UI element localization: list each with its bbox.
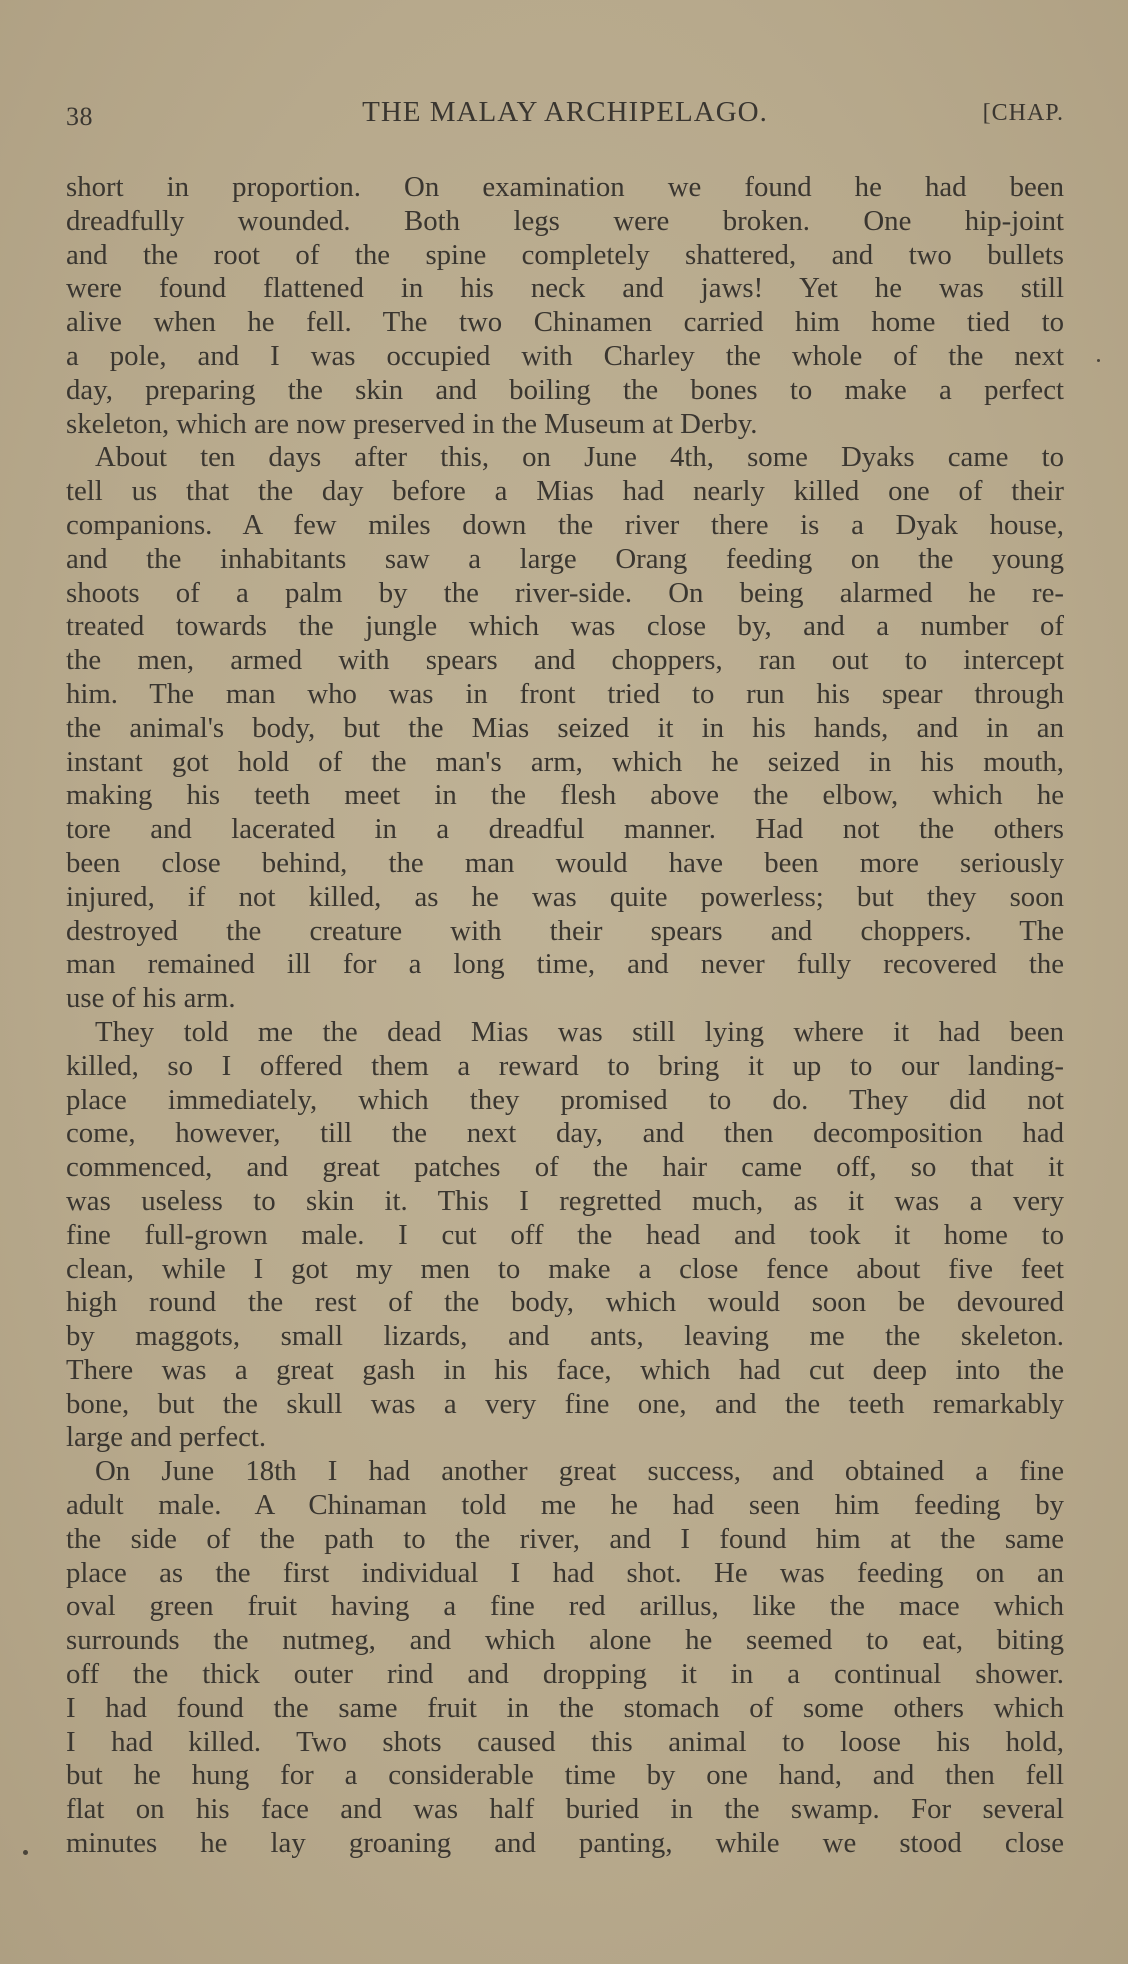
text-line: large and perfect. (66, 1421, 267, 1454)
text-line: the side of the path to the river, and I found him at the same (66, 1522, 1064, 1555)
text-line: tell us that the day before a Mias had nearly killed one of their (66, 475, 1064, 508)
text-line: day, preparing the skin and boiling the bones to make a perfect (66, 373, 1064, 406)
paragraph-start-line: On June 18th I had another great success, and obtained a fine (95, 1455, 1064, 1488)
text-line: oval green fruit having a fine red arillus, like the mace which (66, 1590, 1064, 1623)
text-line: flat on his face and was half buried in the swamp. For several (66, 1793, 1064, 1826)
text-line: place as the first individual I had shot. He was feeding on an (66, 1556, 1064, 1589)
text-line: place immediately, which they promised to do. They did not (66, 1083, 1064, 1116)
text-line: skeleton, which are now preserved in the Museum at Derby. (66, 407, 758, 440)
text-line: destroyed the creature with their spears and choppers. The (66, 914, 1064, 947)
text-line: but he hung for a considerable time by one hand, and then fell (66, 1759, 1064, 1792)
text-line: and the root of the spine completely shattered, and two bullets (66, 238, 1064, 271)
text-line: tore and lacerated in a dreadful manner. Had not the others (66, 813, 1064, 846)
text-line: been close behind, the man would have been more seriously (66, 846, 1064, 879)
text-line: killed, so I offered them a reward to bring it up to our landing- (66, 1049, 1064, 1082)
text-line: alive when he fell. The two Chinamen carried him home tied to (66, 306, 1064, 339)
text-line: dreadfully wounded. Both legs were broken. One hip-joint (66, 204, 1064, 237)
text-line: injured, if not killed, as he was quite powerless; but they soon (66, 880, 1064, 913)
text-line: I had killed. Two shots caused this animal to loose his hold, (66, 1725, 1064, 1758)
paragraph-start-line: About ten days after this, on June 4th, some Dyaks came to (95, 441, 1064, 474)
text-line: adult male. A Chinaman told me he had seen him feeding by (66, 1489, 1064, 1522)
running-header (66, 96, 1064, 136)
paper-speck (1097, 359, 1100, 362)
text-line: were found flattened in his neck and jaws! Yet he was still (66, 272, 1064, 305)
text-line: off the thick outer rind and dropping it in a continual shower. (66, 1658, 1064, 1691)
text-line: minutes he lay groaning and panting, while we stood close (66, 1827, 1064, 1860)
text-line: instant got hold of the man's arm, which he seized in his mouth, (66, 745, 1064, 778)
text-line: and the inhabitants saw a large Orang feeding on the young (66, 542, 1064, 575)
text-line: commenced, and great patches of the hair came off, so that it (66, 1151, 1064, 1184)
page-number: 38 (66, 102, 93, 131)
text-line: him. The man who was in front tried to run his spear through (66, 677, 1064, 710)
text-line: surrounds the nutmeg, and which alone he seemed to eat, biting (66, 1624, 1064, 1657)
paper-speck (23, 1850, 28, 1855)
running-title: THE MALAY ARCHIPELAGO. (362, 96, 768, 128)
text-line: making his teeth meet in the flesh above the elbow, which he (66, 779, 1064, 812)
text-line: by maggots, small lizards, and ants, leaving me the skeleton. (66, 1320, 1064, 1353)
text-line: a pole, and I was occupied with Charley the whole of the next (66, 339, 1064, 372)
text-line: clean, while I got my men to make a close fence about five feet (66, 1252, 1064, 1285)
text-line: the animal's body, but the Mias seized it in his hands, and in an (66, 711, 1064, 744)
chapter-mark: [CHAP. (982, 100, 1064, 126)
text-line: shoots of a palm by the river-side. On being alarmed he re- (66, 576, 1064, 609)
text-line: use of his arm. (66, 982, 236, 1015)
text-line: man remained ill for a long time, and never fully recovered the (66, 948, 1064, 981)
text-line: There was a great gash in his face, which had cut deep into the (66, 1353, 1064, 1386)
text-line: short in proportion. On examination we found he had been (66, 171, 1064, 203)
text-line: the men, armed with spears and choppers, ran out to intercept (66, 644, 1064, 677)
text-line: come, however, till the next day, and then decomposition had (66, 1117, 1064, 1150)
body-text (66, 171, 1064, 1861)
text-line: bone, but the skull was a very fine one, and the teeth remarkably (66, 1387, 1064, 1420)
text-line: companions. A few miles down the river there is a Dyak house, (66, 508, 1064, 541)
text-line: treated towards the jungle which was close by, and a number of (66, 610, 1064, 643)
text-line: I had found the same fruit in the stomach of some others which (66, 1691, 1064, 1724)
text-line: high round the rest of the body, which would soon be devoured (66, 1286, 1064, 1319)
text-line: was useless to skin it. This I regretted much, as it was a very (66, 1184, 1064, 1217)
text-line: fine full-grown male. I cut off the head and took it home to (66, 1218, 1064, 1251)
paragraph-start-line: They told me the dead Mias was still lying where it had been (95, 1015, 1064, 1048)
